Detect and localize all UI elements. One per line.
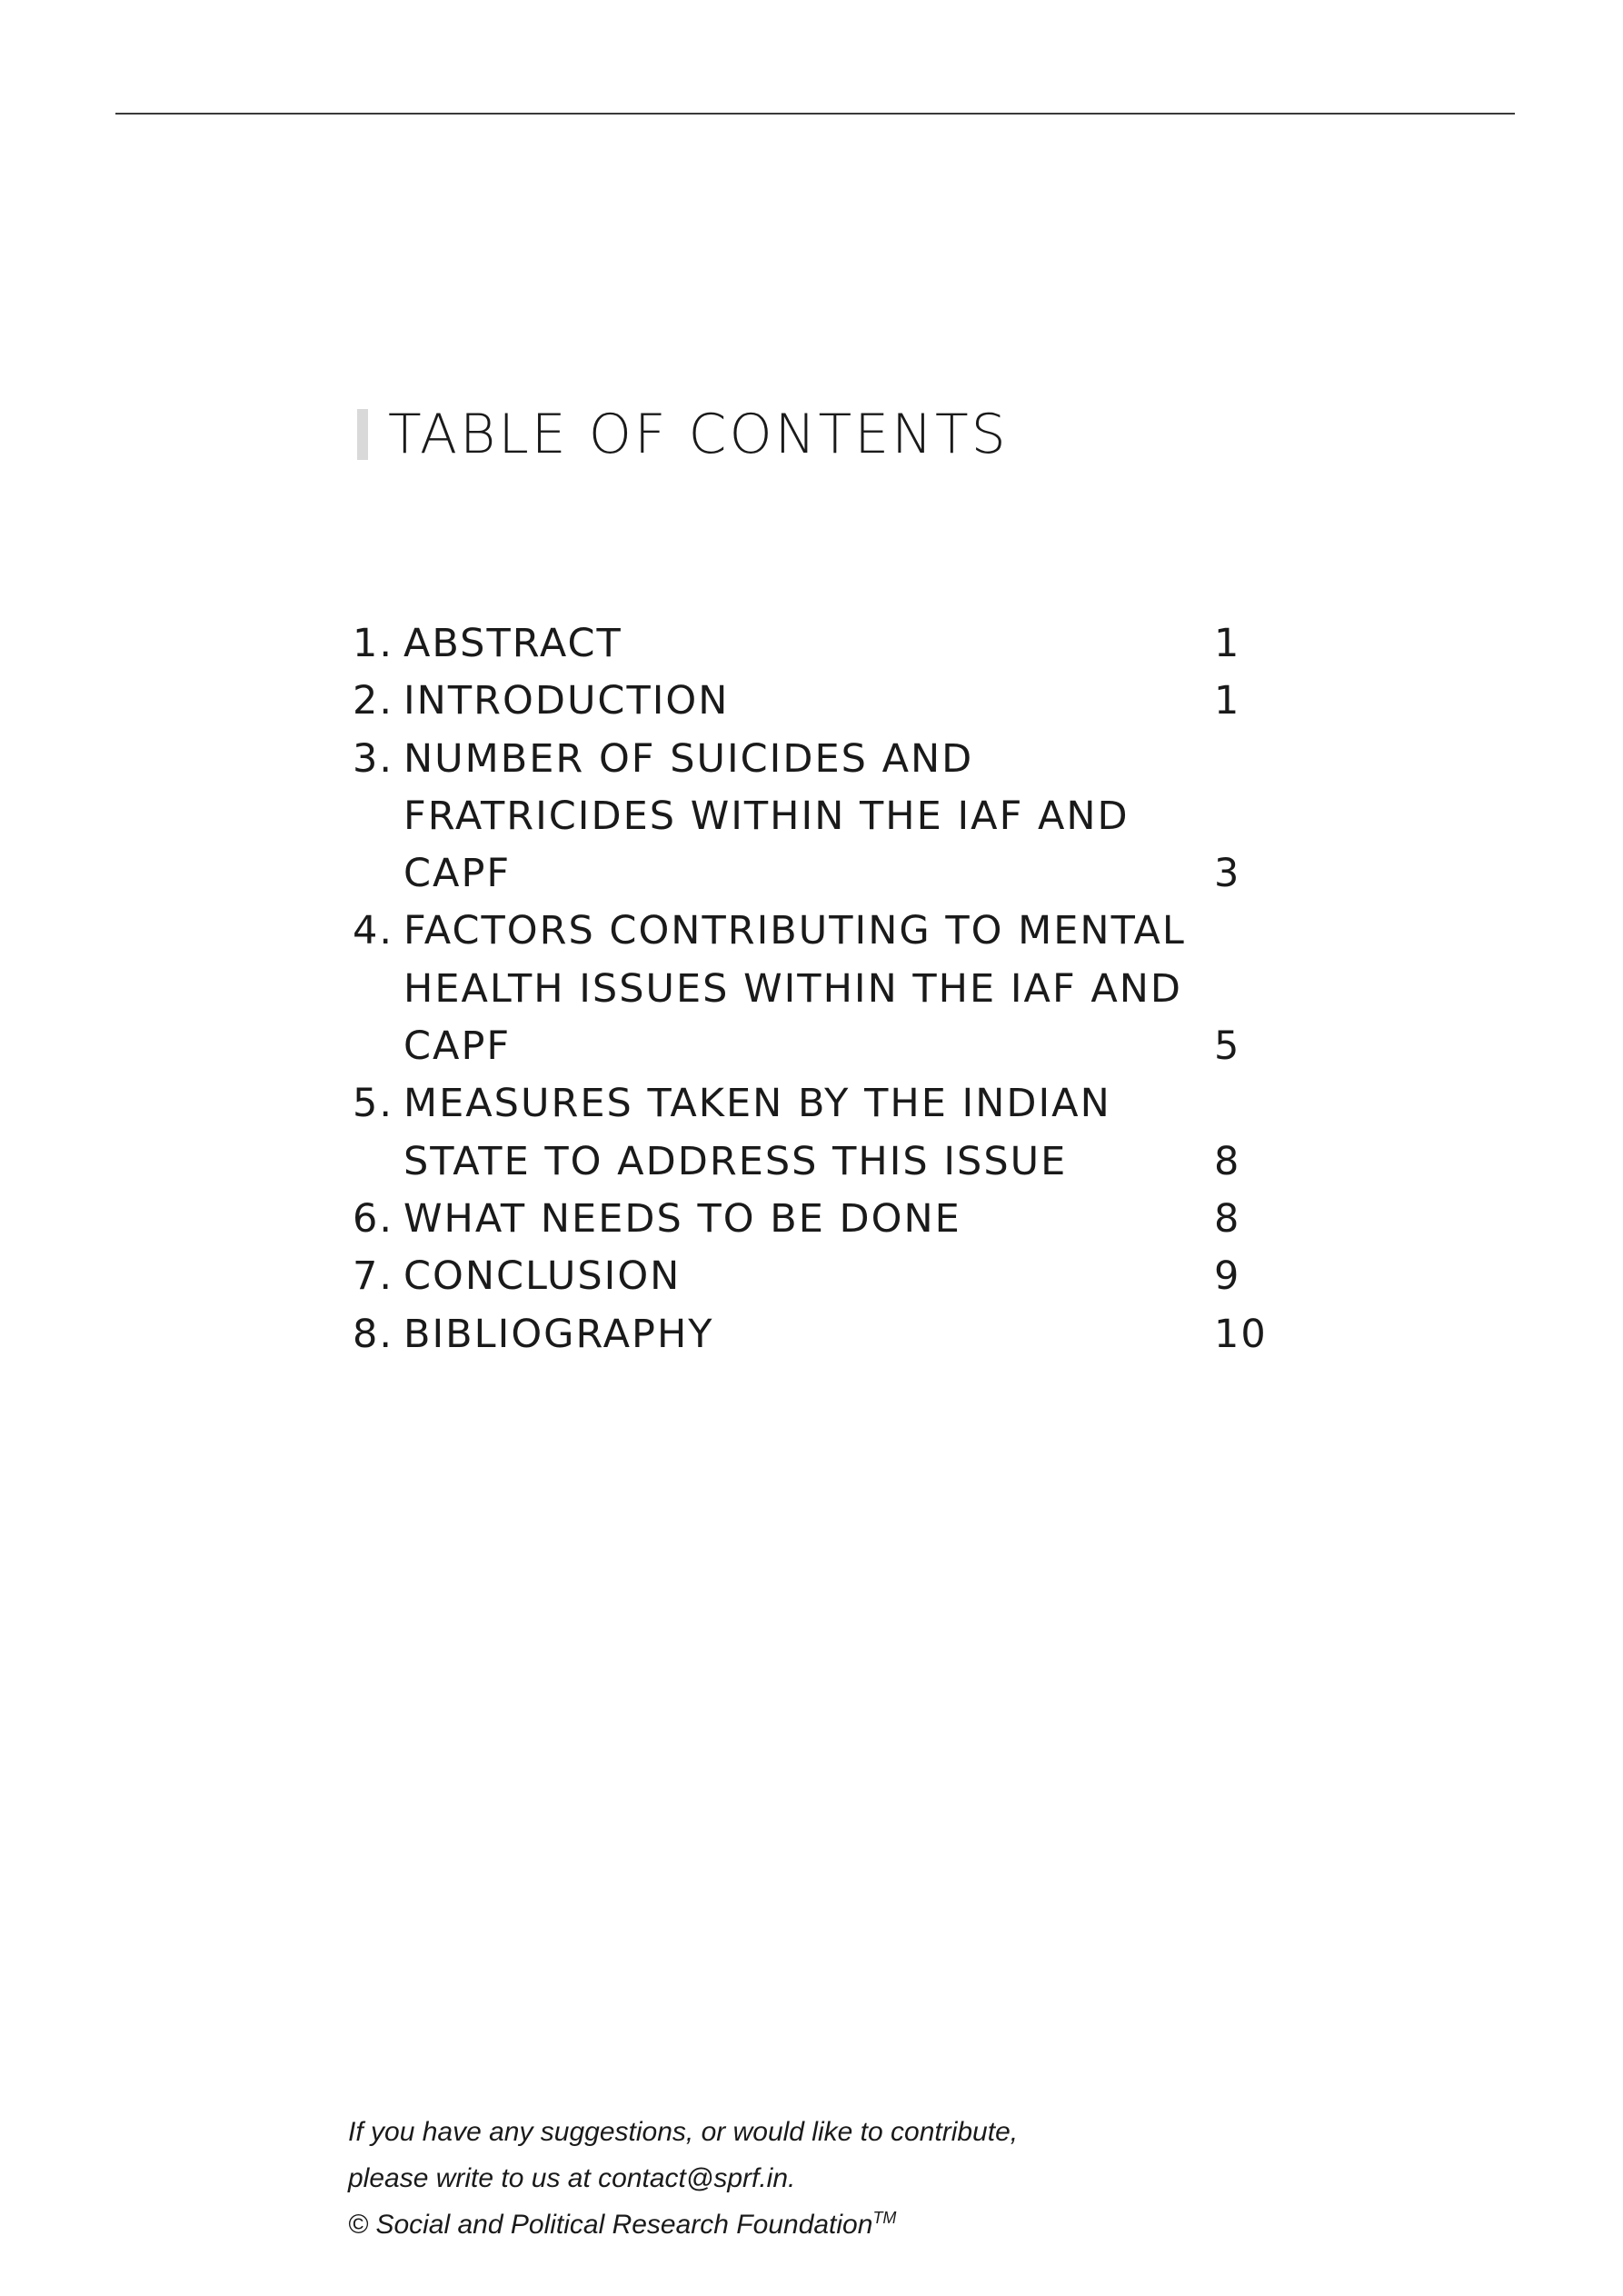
table-of-contents xyxy=(353,615,1279,1363)
toc-entry[interactable] xyxy=(353,673,1279,730)
toc-entry-title xyxy=(403,673,1203,730)
toc-entry-title-line: ABSTRACT xyxy=(403,621,622,666)
toc-entry[interactable] xyxy=(353,1191,1279,1248)
toc-entry-title-line: NUMBER OF SUICIDES AND xyxy=(403,735,974,782)
footer-line-copyright xyxy=(348,2201,1018,2248)
toc-entry[interactable] xyxy=(353,903,1279,1075)
toc-entry-page-number: 5 xyxy=(1214,1023,1241,1070)
toc-entry-title xyxy=(403,731,1203,903)
toc-entry-title-line: STATE TO ADDRESS THIS ISSUE xyxy=(403,1138,1068,1184)
toc-entry-title-line: CONCLUSION xyxy=(403,1253,682,1300)
toc-entry-title-line: BIBLIOGRAPHY xyxy=(403,1311,714,1357)
header-rule xyxy=(115,113,1515,115)
toc-entry[interactable] xyxy=(353,1075,1279,1191)
toc-entry-title-line: HEALTH ISSUES WITHIN THE IAF AND xyxy=(403,965,1183,1012)
heading-accent-bar xyxy=(357,409,368,460)
toc-entry-title-line: INTRODUCTION xyxy=(403,678,730,724)
toc-entry-title xyxy=(403,1075,1203,1191)
toc-entry-number: 2. xyxy=(353,678,394,724)
footer-note xyxy=(348,2109,1018,2248)
toc-entry-page-number: 10 xyxy=(1214,1311,1268,1357)
toc-entry-title xyxy=(403,1191,1203,1248)
toc-entry-title xyxy=(403,903,1203,1075)
toc-entry[interactable] xyxy=(353,615,1279,673)
toc-entry[interactable] xyxy=(353,1248,1279,1305)
page-title: TABLE OF CONTENTS xyxy=(388,403,1009,466)
toc-entry-title xyxy=(403,615,1203,673)
toc-entry[interactable] xyxy=(353,1306,1279,1363)
toc-entry-title-line: MEASURES TAKEN BY THE INDIAN xyxy=(403,1081,1111,1127)
toc-entry-number: 7. xyxy=(353,1253,394,1300)
toc-entry-page-number: 3 xyxy=(1214,851,1241,897)
toc-entry-number: 5. xyxy=(353,1081,394,1127)
toc-entry-title-line: WHAT NEEDS TO BE DONE xyxy=(403,1195,961,1242)
footer-line-contact: please write to us at contact@sprf.in. xyxy=(348,2163,796,2193)
toc-entry-number: 6. xyxy=(353,1195,394,1242)
toc-entry-page-number: 9 xyxy=(1214,1253,1241,1300)
toc-entry-title-line: FRATRICIDES WITHIN THE IAF AND xyxy=(403,793,1130,839)
trademark-mark: TM xyxy=(872,2209,897,2227)
toc-entry-number: 8. xyxy=(353,1311,394,1357)
toc-entry-page-number: 1 xyxy=(1214,678,1241,724)
toc-heading xyxy=(357,398,1009,471)
toc-entry-title xyxy=(403,1306,1203,1363)
toc-entry-page-number: 8 xyxy=(1214,1195,1241,1242)
toc-entry-title-line: CAPF xyxy=(403,1023,512,1070)
toc-entry-page-number: 8 xyxy=(1214,1138,1241,1184)
toc-entry-title-line: FACTORS CONTRIBUTING TO MENTAL xyxy=(403,908,1186,954)
toc-entry-number: 3. xyxy=(353,735,394,782)
footer-line-suggestions: If you have any suggestions, or would like to contribute, xyxy=(348,2117,1019,2147)
copyright-text: © Social and Political Research Foundation xyxy=(348,2210,873,2240)
toc-entry-title-line: CAPF xyxy=(403,851,512,897)
toc-entry[interactable] xyxy=(353,731,1279,903)
toc-entry-number: 1. xyxy=(353,621,394,666)
toc-entry-number: 4. xyxy=(353,908,394,954)
toc-entry-page-number: 1 xyxy=(1214,621,1241,666)
toc-entry-title xyxy=(403,1248,1203,1305)
